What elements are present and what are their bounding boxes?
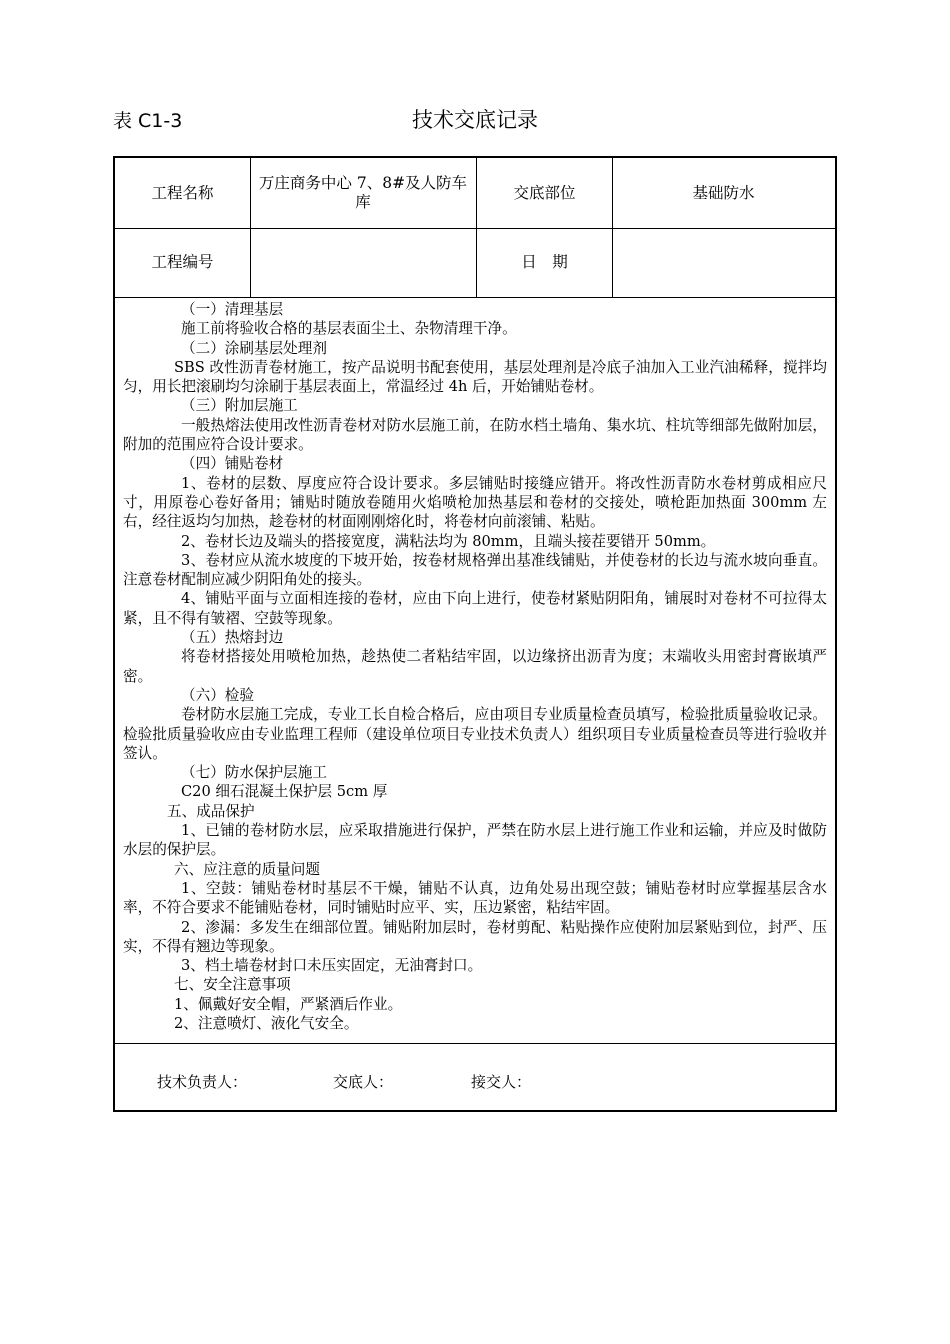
content-paragraph: （七）防水保护层施工 bbox=[181, 764, 327, 782]
content-paragraph: 1、已铺的卷材防水层，应采取措施进行保护，严禁在防水层上进行施工作业和运输，并应及时做防水层的保护层。 bbox=[123, 822, 827, 859]
content-paragraph: 一般热熔法使用改性沥青卷材对防水层施工前，在防水档土墙角、集水坑、柱坑等细部先做附加层，附加的范围应符合设计要求。 bbox=[123, 416, 827, 454]
content-paragraph: 2、注意喷灯、液化气安全。 bbox=[174, 1014, 359, 1032]
receiver-signature-label: 接交人： bbox=[471, 1073, 532, 1091]
content-paragraph: 1、卷材的层数、厚度应符合设计要求。多层铺贴时接缝应错开。将改性沥青防水卷材剪成相应尺寸，用原卷心卷好备用；铺贴时随放卷随用火焰喷枪加热基层和卷材的交接处，喷枪距加热面 300mm 左右，经往返均匀加热，趁卷材的材面刚刚熔化时，将卷材向前滚铺、粘贴。 bbox=[123, 474, 827, 531]
form-code: 表 C1-3 bbox=[113, 110, 183, 132]
content-paragraph: 将卷材搭接处用喷枪加热，趁热使二者粘结牢固，以边缘挤出沥青为度；末端收头用密封膏嵌填严密。 bbox=[123, 648, 827, 685]
title-text: 技术交底记录 bbox=[412, 108, 538, 132]
project-name-value: 万庄商务中心 7、8#及人防车库 bbox=[250, 158, 477, 228]
content-paragraph: 五、成品保护 bbox=[167, 802, 255, 820]
content-paragraph: （一）清理基层 bbox=[181, 301, 284, 318]
content-paragraph: SBS 改性沥青卷材施工，按产品说明书配套使用，基层处理剂是冷底子油加入工业汽油稀释，搅拌均匀，用长把滚刷均匀涂刷于基层表面上，常温经过 4h 后，开始铺贴卷材。 bbox=[123, 358, 827, 396]
content-paragraph: （六）检验 bbox=[181, 686, 254, 704]
project-no-value bbox=[250, 228, 477, 297]
project-no-label: 工程编号 bbox=[115, 228, 251, 297]
discloser-signature-label: 交底人： bbox=[333, 1073, 394, 1091]
content-paragraph: 1、空鼓：铺贴卷材时基层不干燥，铺贴不认真，边角处易出现空鼓；铺贴卷材时应掌握基层含水率，不符合要求不能铺贴卷材，同时铺贴时应平、实，压边紧密，粘结牢固。 bbox=[123, 879, 827, 917]
content-paragraph: 3、档土墙卷材封口未压实固定，无油膏封口。 bbox=[181, 957, 483, 975]
content-paragraph: （五）热熔封边 bbox=[181, 629, 284, 647]
disclosure-content bbox=[115, 298, 835, 1044]
document-title bbox=[0, 104, 950, 134]
content-paragraph: 2、卷材长边及端头的搭接宽度，满粘法均为 80mm，且端头接茬要错开 50mm。 bbox=[181, 532, 716, 550]
date-label: 日 期 bbox=[477, 228, 613, 297]
content-paragraph: 3、卷材应从流水坡度的下坡开始，按卷材规格弹出基准线铺贴，并使卷材的长边与流水坡向垂直。注意卷材配制应减少阴阳角处的接头。 bbox=[123, 551, 827, 589]
content-paragraph: 卷材防水层施工完成，专业工长自检合格后，应由项目专业质量检查员填写，检验批质量验收记录。检验批质量验收应由专业监理工程师（建设单位项目专业技术负责人）组织项目专业质量检查员等进行验收并签认。 bbox=[123, 706, 827, 762]
record-table bbox=[113, 156, 837, 1112]
info-row-2 bbox=[115, 228, 835, 298]
content-paragraph: C20 细石混凝土保护层 5cm 厚 bbox=[181, 783, 388, 801]
content-paragraph: （二）涂刷基层处理剂 bbox=[181, 339, 327, 357]
part-value: 基础防水 bbox=[692, 183, 755, 202]
content-paragraph: 2、渗漏：多发生在细部位置。铺贴附加层时，卷材剪配、粘贴操作应使附加层紧贴到位，封严、压实，不得有翘边等现象。 bbox=[123, 918, 827, 955]
content-paragraph: （三）附加层施工 bbox=[181, 397, 298, 415]
part-label: 交底部位 bbox=[477, 158, 613, 228]
info-row-1 bbox=[115, 158, 835, 229]
content-paragraph: 七、安全注意事项 bbox=[174, 976, 291, 994]
tech-lead-signature-label: 技术负责人： bbox=[157, 1073, 248, 1091]
content-paragraph: 4、铺贴平面与立面相连接的卷材，应由下向上进行，使卷材紧贴阴阳角，铺展时对卷材不可拉得太紧，且不得有皱褶、空鼓等现象。 bbox=[123, 590, 827, 627]
content-paragraph: 施工前将验收合格的基层表面尘土、杂物清理干净。 bbox=[181, 320, 517, 338]
content-paragraph: 六、应注意的质量问题 bbox=[174, 860, 320, 878]
date-value bbox=[612, 228, 835, 297]
signature-row bbox=[115, 1045, 835, 1110]
content-paragraph: （四）铺贴卷材 bbox=[181, 455, 284, 473]
content-paragraph: 1、佩戴好安全帽，严紧酒后作业。 bbox=[174, 995, 403, 1013]
project-name-label: 工程名称 bbox=[115, 158, 251, 228]
